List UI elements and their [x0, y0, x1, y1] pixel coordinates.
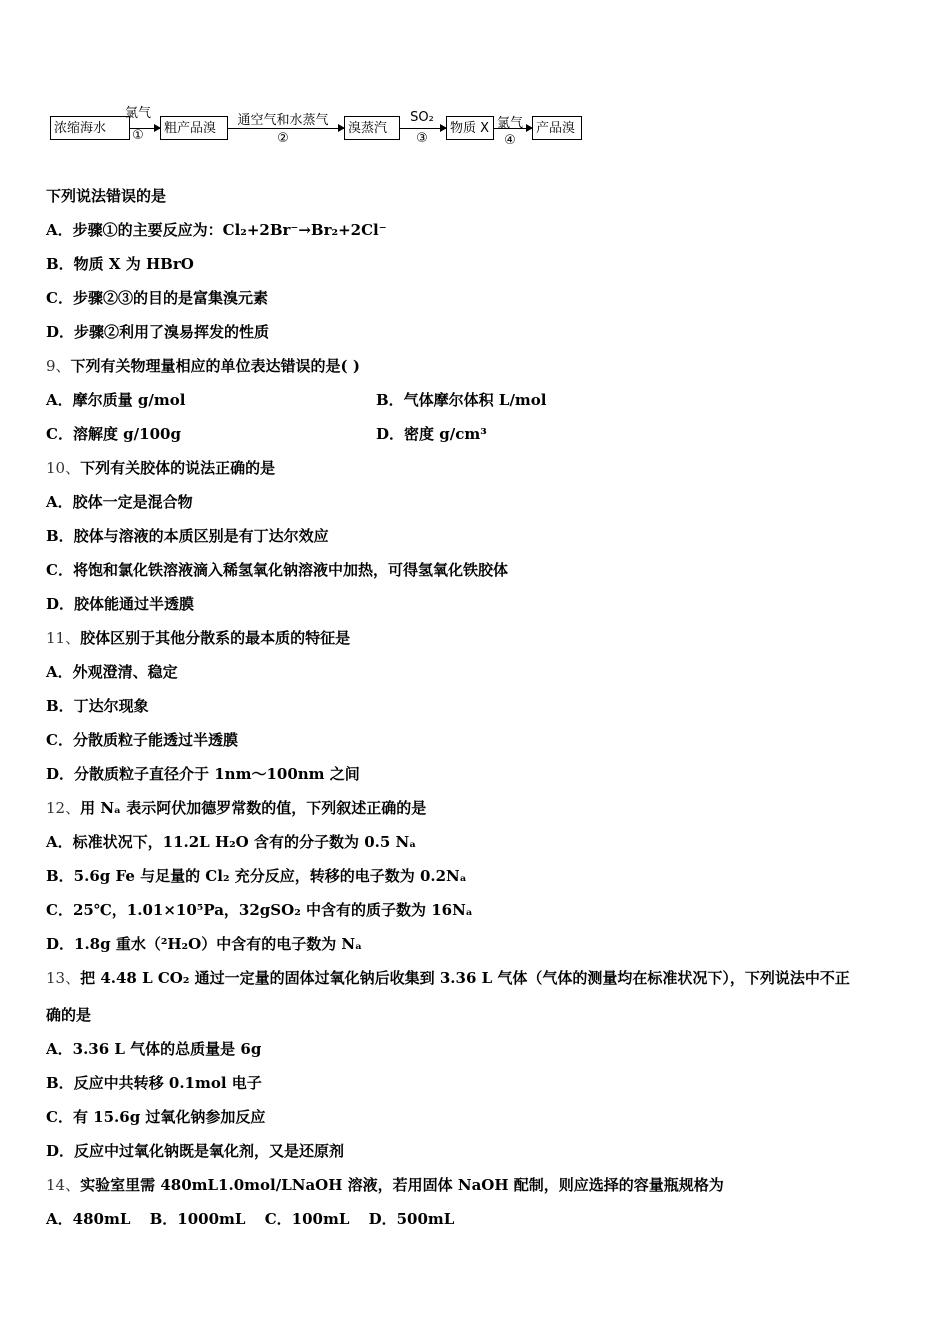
q14-option-c: C．100mL: [264, 1210, 350, 1228]
q8-stem: 下列说法错误的是: [46, 187, 167, 205]
q8-option-b: B．物质 X 为 HBrO: [46, 255, 194, 273]
q11-option-a: A．外观澄清、稳定: [46, 663, 178, 681]
flow-box-bromine-vapor: 溴蒸汽: [344, 116, 400, 140]
q13-option-d: D．反应中过氧化钠既是氧化剂，又是还原剂: [46, 1142, 345, 1160]
q9-option-b: B．气体摩尔体积 L/mol: [376, 391, 547, 409]
q12-number: 12、: [46, 799, 81, 817]
q8-option-a: A．步骤①的主要反应为：Cl₂+2Br⁻→Br₂+2Cl⁻: [46, 221, 387, 239]
q14-option-a: A．480mL: [46, 1210, 131, 1228]
q14-option-d: D．500mL: [368, 1210, 455, 1228]
q14-options: [46, 1209, 468, 1229]
flow-box-product-bromine: 产品溴: [532, 116, 582, 140]
q10-number: 10、: [46, 459, 81, 477]
q13-stem-line2: 确的是: [46, 1006, 92, 1024]
q13-stem-text: 把 4.48 L CO₂ 通过一定量的固体过氧化钠后收集到 3.36 L 气体（气体的测量均在标准状况下），下列说法中不正: [80, 969, 850, 987]
flow-box-seawater: 浓缩海水: [50, 116, 130, 140]
q9-stem: [46, 356, 360, 376]
q11-option-d: D．分散质粒子直径介于 1nm～100nm 之间: [46, 765, 360, 783]
q12-option-d: D．1.8g 重水（²H₂O）中含有的电子数为 Nₐ: [46, 935, 363, 953]
q12-option-b: B．5.6g Fe 与足量的 Cl₂ 充分反应，转移的电子数为 0.2Nₐ: [46, 867, 467, 885]
flow-box-substance-x: 物质 X: [446, 116, 494, 140]
q14-stem-text: 实验室里需 480mL1.0mol/LNaOH 溶液，若用固体 NaOH 配制，则应选择的容量瓶规格为: [80, 1176, 724, 1194]
q9-option-d: D．密度 g/cm³: [376, 425, 487, 443]
q10-stem-text: 下列有关胶体的说法正确的是: [80, 459, 276, 477]
flow-arrow-3-top: SO₂: [410, 110, 434, 125]
q10-option-c: C．将饱和氯化铁溶液滴入稀氢氧化钠溶液中加热，可得氢氧化铁胶体: [46, 561, 508, 579]
q13-stem-line1: [46, 968, 850, 988]
q10-option-a: A．胶体一定是混合物: [46, 493, 193, 511]
flow-arrow-4-bottom: ④: [504, 133, 516, 148]
flow-arrow-2: [228, 128, 344, 129]
q13-option-a: A．3.36 L 气体的总质量是 6g: [46, 1040, 262, 1058]
q9-option-a: A．摩尔质量 g/mol: [46, 391, 186, 409]
q9-option-c: C．溶解度 g/100g: [46, 425, 181, 443]
q12-option-a: A．标准状况下，11.2L H₂O 含有的分子数为 0.5 Nₐ: [46, 833, 417, 851]
flow-arrow-3-bottom: ③: [416, 131, 428, 146]
q13-option-c: C．有 15.6g 过氧化钠参加反应: [46, 1108, 266, 1126]
q10-option-d: D．胶体能通过半透膜: [46, 595, 195, 613]
flow-box-crude-bromine: 粗产品溴: [160, 116, 228, 140]
q11-stem-text: 胶体区别于其他分散系的最本质的特征是: [80, 629, 351, 647]
q13-number: 13、: [46, 969, 81, 987]
q10-stem: [46, 458, 275, 478]
q13-option-b: B．反应中共转移 0.1mol 电子: [46, 1074, 262, 1092]
q10-option-b: B．胶体与溶液的本质区别是有丁达尔效应: [46, 527, 329, 545]
flow-arrow-1-top: 氯气: [124, 106, 151, 121]
q14-option-b: B．1000mL: [149, 1210, 246, 1228]
flow-arrow-2-bottom: ②: [277, 131, 289, 146]
q8-option-c: C．步骤②③的目的是富集溴元素: [46, 289, 268, 307]
q11-number: 11、: [46, 629, 81, 647]
q11-option-b: B．丁达尔现象: [46, 697, 149, 715]
q8-option-d: D．步骤②利用了溴易挥发的性质: [46, 323, 270, 341]
q14-stem: [46, 1175, 724, 1195]
q11-stem: [46, 628, 350, 648]
q14-number: 14、: [46, 1176, 81, 1194]
q9-number: 9、: [46, 357, 71, 375]
q12-option-c: C．25℃，1.01×10⁵Pa，32gSO₂ 中含有的质子数为 16Nₐ: [46, 901, 473, 919]
bromine-extraction-flowchart: [48, 100, 588, 152]
q9-stem-text: 下列有关物理量相应的单位表达错误的是( ): [70, 357, 360, 375]
q12-stem: [46, 798, 426, 818]
flow-arrow-1-bottom: ①: [132, 128, 144, 143]
flow-arrow-4-top: 氯气: [496, 116, 523, 131]
q11-option-c: C．分散质粒子能透过半透膜: [46, 731, 238, 749]
flow-arrow-3: [400, 128, 446, 129]
flow-arrow-2-top: 通空气和水蒸气: [237, 113, 329, 128]
q12-stem-text: 用 Nₐ 表示阿伏加德罗常数的值，下列叙述正确的是: [80, 799, 427, 817]
